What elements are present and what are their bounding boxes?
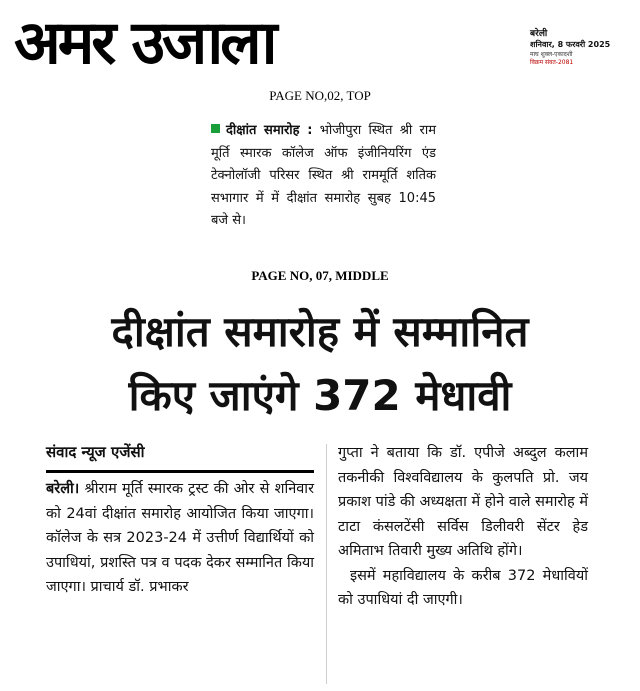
- article-right-paragraph-2: इसमें महाविद्यालय के करीब 372 मेधावियों को उपाधियां दी जाएगी।: [338, 567, 588, 608]
- edition-tithi: माघ शुक्ल-एकादशी: [530, 51, 573, 58]
- headline-line-2: किए जाएंगे 372 मेधावी: [128, 371, 512, 420]
- newspaper-masthead: अमर उजाला: [14, 8, 275, 78]
- snippet-keyword: दीक्षांत समारोह :: [226, 123, 313, 138]
- article-headline: [0, 300, 640, 428]
- dateline: बरेली।: [46, 481, 80, 497]
- article-column-right: [338, 441, 588, 613]
- column-divider: [326, 444, 327, 684]
- headline-line-1: दीक्षांत समारोह में सम्मानित: [111, 307, 529, 356]
- green-bullet-icon: [211, 124, 220, 133]
- edition-city: बरेली: [530, 29, 548, 39]
- edition-samvat: विक्रम संवत-2081: [530, 59, 574, 66]
- article-left-text: श्रीराम मूर्ति स्मारक ट्रस्ट की ओर से शनिवार को 24वां दीक्षांत समारोह आयोजित किया जाएगा। कॉलेज के सत्र 2023-24 में उत्तीर्ण विद्यार्थियों को उपाधियां, प्रशस्ति पत्र व पदक देकर सम्मानित किया जाएगा। प्राचार्य डॉ. प्रभाकर: [46, 481, 314, 595]
- article-paragraph-1: [46, 477, 314, 600]
- snippet-text: भोजीपुरा स्थित श्री राम मूर्ति स्मारक कॉलेज ऑफ इंजीनियरिंग एंड टेक्नोलॉजी परिसर स्थित श्री राममूर्ति शतिक सभागार में में दीक्षांत समारोह सुबह 10:45 बजे से।: [211, 123, 436, 228]
- article-right-text: गुप्ता ने बताया कि डॉ. एपीजे अब्दुल कलाम तकनीकी विश्वविद्यालय के कुलपति प्रो. जय प्रकाश पांडे की अध्यक्षता में होने वाले समारोह में टाटा कंसलटेंसी सर्विस डिलीवरी सेंटर हेड अमिताभ तिवारी मुख्य अतिथि होंगे।: [338, 445, 588, 559]
- snippet-brief: [211, 120, 436, 233]
- page-reference-top: PAGE NO,02, TOP: [269, 88, 371, 103]
- article-column-left: [46, 440, 314, 600]
- byline-divider: [46, 470, 314, 473]
- news-agency-byline: संवाद न्यूज एजेंसी: [46, 443, 145, 461]
- edition-date: शनिवार, 8 फरवरी 2025: [530, 40, 611, 49]
- page-reference-middle: PAGE NO, 07, MIDDLE: [251, 268, 389, 283]
- masthead-date-block: [530, 26, 640, 66]
